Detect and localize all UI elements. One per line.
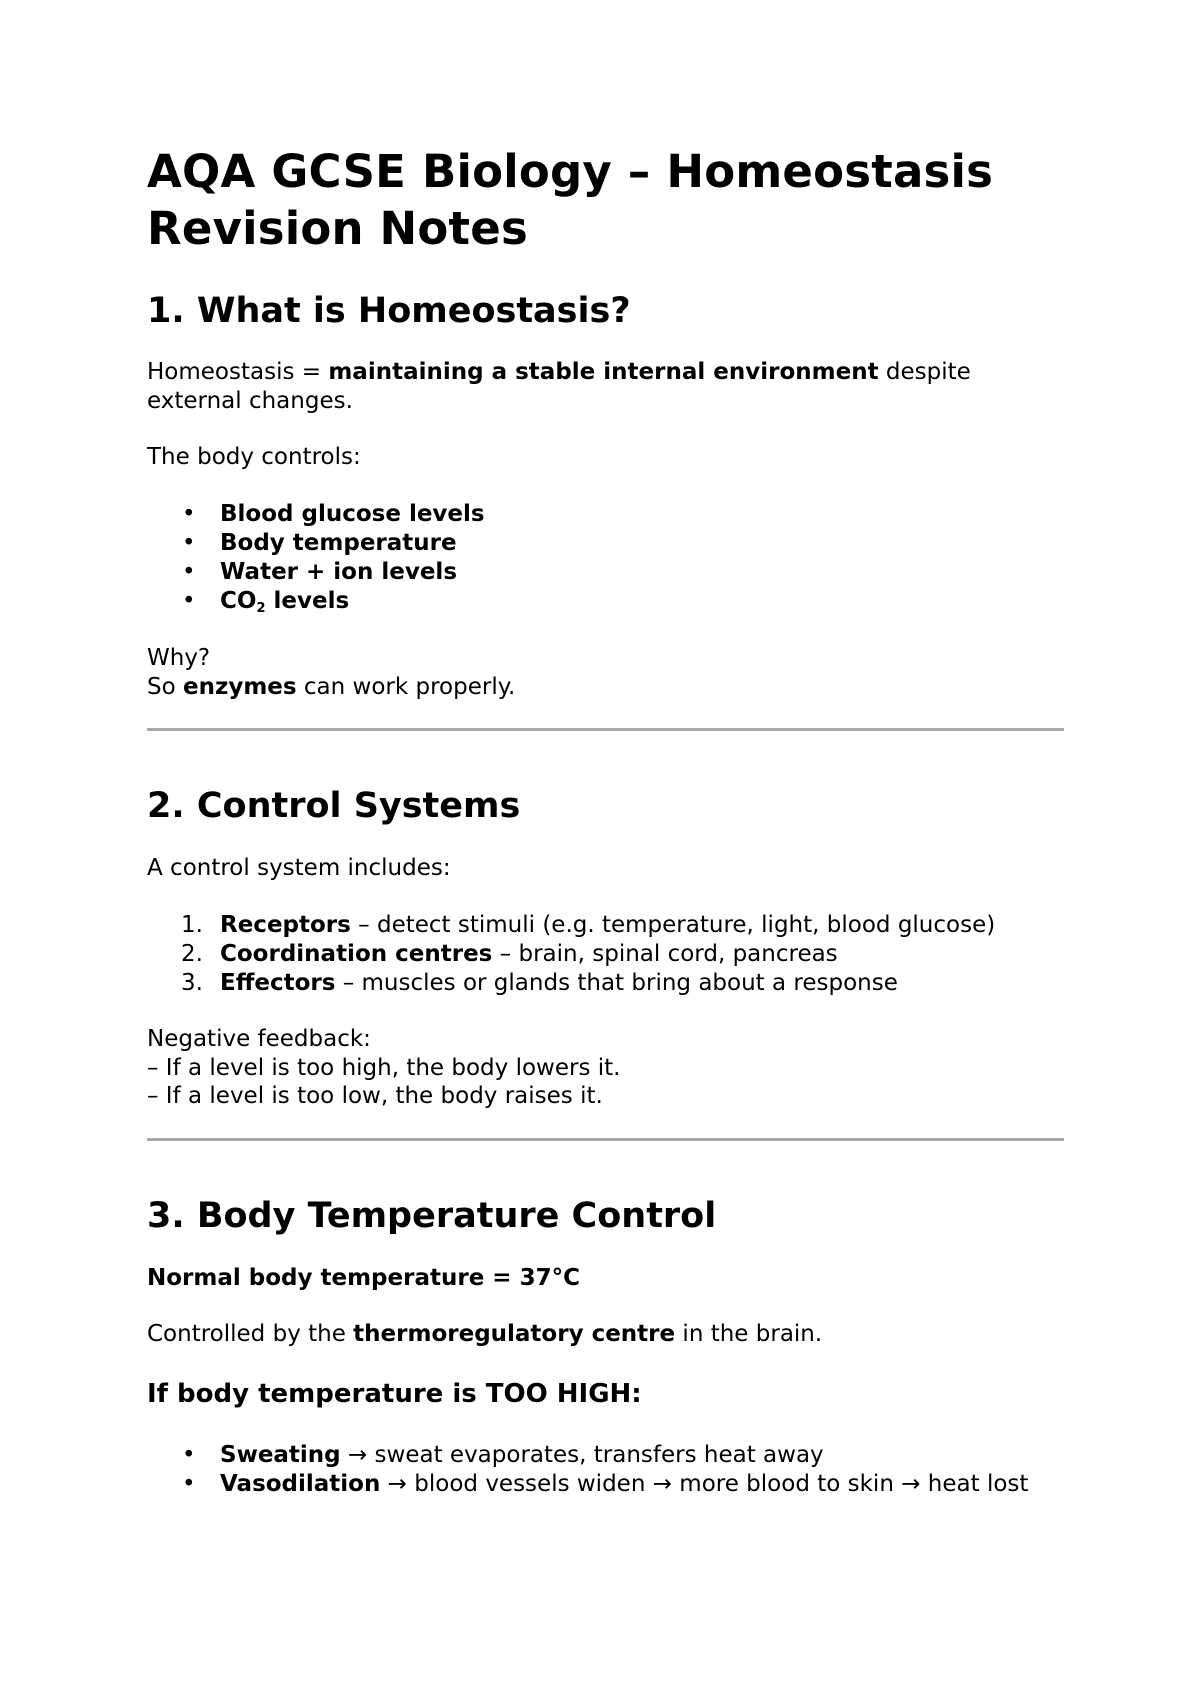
co2-prefix: CO <box>220 588 257 614</box>
too-high-list <box>147 1441 1052 1499</box>
controls-list <box>147 500 1047 616</box>
list-item: • Sweating → sweat evaporates, transfers heat away <box>147 1441 1052 1470</box>
control-system-intro: A control system includes: <box>147 855 451 881</box>
list-item: 1. Receptors – detect stimuli (e.g. temperature, light, blood glucose) <box>181 912 996 938</box>
section-divider <box>147 728 1064 731</box>
list-number: 3. <box>181 970 203 996</box>
list-number: 1. <box>181 912 203 938</box>
homeostasis-definition <box>147 358 1047 416</box>
list-item: • Body temperature <box>147 529 1047 558</box>
co2-subscript: 2 <box>256 601 266 616</box>
list-number: 2. <box>181 941 203 967</box>
normal-temperature: Normal body temperature = 37°C <box>147 1265 580 1291</box>
definition-prefix: Homeostasis = <box>147 359 329 385</box>
list-item <box>147 587 1047 616</box>
document-title: AQA GCSE Biology – Homeostasis Revision Notes <box>147 145 994 255</box>
too-high-heading: If body temperature is TOO HIGH: <box>147 1379 642 1409</box>
list-item: • Water + ion levels <box>147 558 1047 587</box>
section-heading-temperature: 3. Body Temperature Control <box>147 1196 717 1236</box>
section-heading-homeostasis: 1. What is Homeostasis? <box>147 291 631 331</box>
controls-intro: The body controls: <box>147 444 361 470</box>
list-item: 2. Coordination centres – brain, spinal cord, pancreas <box>181 941 838 967</box>
thermoregulatory-statement: Controlled by the thermoregulatory centre in the brain. <box>147 1321 823 1347</box>
list-item: • Blood glucose levels <box>147 500 1047 529</box>
definition-suffix: despite external changes. <box>147 359 971 414</box>
why-answer: So enzymes can work properly. <box>147 674 516 700</box>
list-item: • Vasodilation → blood vessels widen → more blood to skin → heat lost <box>147 1470 1052 1499</box>
negative-feedback-low: – If a level is too low, the body raises it. <box>147 1083 603 1109</box>
thermoregulatory-term: thermoregulatory centre <box>353 1321 676 1347</box>
negative-feedback-high: – If a level is too high, the body lowers it. <box>147 1055 621 1081</box>
control-system-list <box>147 911 1047 998</box>
section-divider <box>147 1138 1064 1141</box>
section-heading-control-systems: 2. Control Systems <box>147 786 521 826</box>
negative-feedback-label: Negative feedback: <box>147 1026 371 1052</box>
why-question: Why? <box>147 645 211 671</box>
list-item: 3. Effectors – muscles or glands that bring about a response <box>181 970 898 996</box>
enzymes-term: enzymes <box>182 674 297 700</box>
definition-bold: maintaining a stable internal environment <box>328 359 879 385</box>
co2-suffix: levels <box>265 588 350 614</box>
